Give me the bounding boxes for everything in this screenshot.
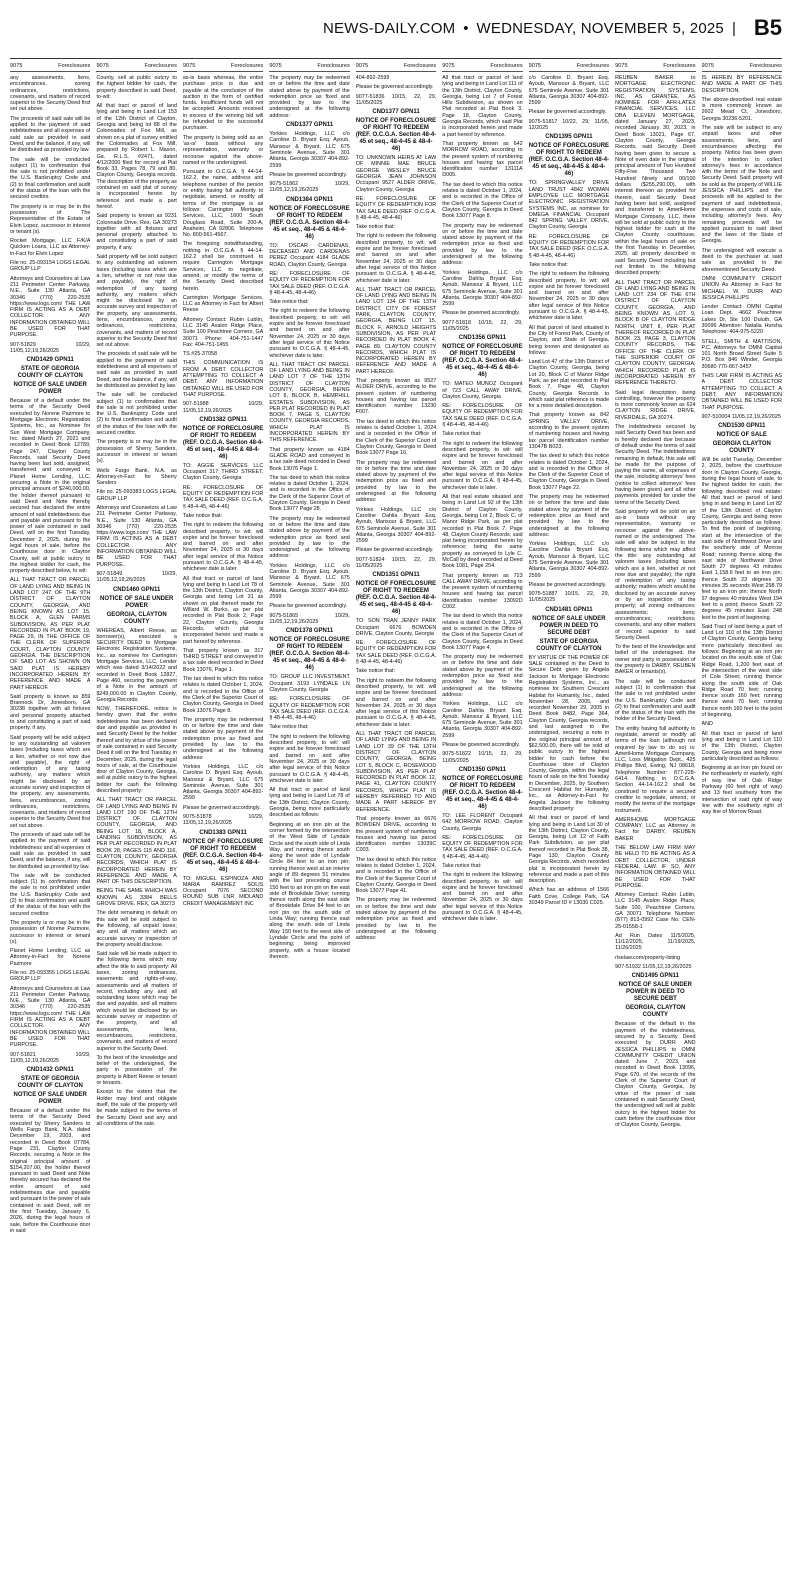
notice-paragraph: All that tract or parcel of land lying and being in Land Lot 110 of the 13th District, Clayton County, Georgia and being more particularly described as follows: (701, 730, 782, 762)
notice-paragraph: That property known as 842 SPRING VALLEY DRIVE, according to the present system of numbering houses and having tax parcel identification number 13047B B023. (528, 412, 610, 450)
notice-paragraph: The right to redeem the following described property, to wit: will expire and be forever foreclosed and barred on and after November 24, 2025 or 30 days after legal service of this Notice pursuant to O.C.G.A. § 48-4-45, whichever date is later. (269, 733, 350, 784)
notice-paragraph: as-is basis whereas, the entire purchase price is due and payable at the conclusion of the auction in the form of certified funds. Insufficient funds will not be accepted. Amounts received in excess of the winning bid will be refunded to the successful purchaser. (182, 75, 264, 132)
notice-title: NOTICE OF SALE UNDER POWER IN DEED TO SECURE DEBT (618, 982, 692, 1003)
notice-paragraph: All that parcel of land situated in the City of Forest Park, County of Clayton, and State of Georgia, being known and designated as follows: (528, 324, 610, 356)
notice-paragraph: Beginning at an iron pin found on the northeasterly or easterly, right of way line of Oak Ridge Parkway (60 feet right of way) and 13 feet southerly from the intersection of said right of way line with the southerly right of way line of Morrow Road. (701, 765, 782, 816)
notice-paragraph: Planet Home Lending, LLC as Attorney-in-Fact for Norene Pazmore (10, 948, 91, 967)
notice-paragraph: Attorney Contact: Rubin Lublin, LLC 3145 Avalon Ridge Place, Suite 100 Peachtree Corners, GA 30071 Phone: 404-751-1447 Fax: 404-751-1455 (182, 316, 264, 348)
notice-paragraph: The property may be redeemed on or before the time and date stated above by payment of the redemption price as fixed and provided by law to the undersigned at the following address: (182, 716, 264, 761)
column-category: Foreclosures (576, 63, 610, 69)
notice-paragraph: The right to redeem the following described property, to wit: will expire and be forever foreclosed and barred on and after November 24, 2025 or 30 days after legal service of this Notice pursuant to O.C.G.A. § 48-4-45, whichever date is later. (355, 677, 437, 728)
notice-paragraph: The property may be redeemed on or before the time and date stated above by payment of the redemption price as fixed and provided by law to the undersigned at the following address: (442, 222, 523, 267)
notice-paragraph: Beginning at an iron pin at the corner formed by the intersection of the West Side of Lyndale Circle and the south side of Linda Way, and running thence south along the west side of Lyndale Circle 84 feet to an iron pin; running thence west at an interior angle of 89 degrees 51 minutes with the last preceding course 150 feet to an iron pin on the east side of Brookdale Drive; running thence north along the east side of Brookdale Drive 84 feet to an iron pin on the south side of Linda Way; running thence east along the south side of Linda Way 150 feet to the west side of Lyndale Circle and the point of beginning; being improved property, with a house located thereon. (269, 821, 350, 960)
notice-paragraph: Said legal description being controlling, however the property is more commonly known as 624 CLAYTON RIDGE DRIVE, RIVERDALE, GA 30274. (615, 389, 696, 421)
notice-paragraph: TO: OSCAR CARDENAS, DECEASED AND CARDENAS PEREZ Occupant 4184 GLADE ROAD, Clayton County, Georgia (269, 242, 350, 268)
notice-paragraph: The sale will be conducted subject (1) to confirmation that the sale is not prohibited under the U.S. Bankruptcy Code and (2) to final confirmation and audit of the status of the loan with the secured creditor. (10, 156, 91, 201)
column-header (702, 62, 782, 72)
notice-paragraph: 9077-51824 10/15, 22, 29, 11/05/2025 (355, 556, 437, 569)
notice-paragraph: Take notice that: (442, 862, 482, 869)
notice-paragraph: That property known as 4184 GLADE ROAD and conveyed in a tax sale deed recorded in Deed Book 13076 Page 1. (269, 446, 350, 472)
notice-paragraph: OMNI COMMUNITY CREDIT UNION As Attorney in Fact for MICHAEL W. DURR AND JESSICA PHILLIPS (701, 275, 782, 301)
notice-paragraph: STELL, SMITH & MATTISON, P.C. Attorneys for OMNI Capital 101 North Broad Street Suite 5 P.O. Box 846 Winder, Georgia 30680 770-867-3457 (701, 338, 782, 370)
notice-code: CND1460 GPN11 (112, 586, 161, 593)
notice-paragraph: Because of a default under the terms of the Security Deed executed by Norene Pazmore to Mortgage Electronic Registration Systems, Inc., as Nominee for Sun West Mortgage Company, Inc. dated March 27, 2021 and recorded in Deed Book 12789, Page 247, Clayton County Records, said Security Deed having been last sold, assigned, transferred and conveyed to Planet Home Lending, LLC, securing a Note in the original principal amount of $240,000.00, the holder thereof pursuant to said Deed and Note thereby secured has declared the entire amount of said indebtedness due and payable and pursuant to the power of sale contained in said Deed, will on the first Tuesday, December 2, 2025, during the legal hours of sale, before the Courthouse door in Clayton County, sell at public outcry to the highest bidder for cash, the property described below, to wit: (10, 398, 91, 575)
notice-paragraph: Yorkies Holdings, LLC c/o Caroline D. Bryant Esq. Ayoub, Mansour & Bryant, LLC 675 Seminole Avenue, Suite 301 Atlanta, Georgia 30307 404-892-2599 (269, 562, 350, 601)
column-header (442, 62, 522, 72)
notice-paragraph: The right to redeem the following described property, to wit: will expire and be forever foreclosed and barred on and after November 24, 2025 or 30 days after legal service of this Notice pursuant to O.C.G.A. § 48-4-45, whichever date is later. (269, 308, 350, 359)
notice-paragraph: County, sell at public outcry to the highest bidder for cash, the property described in said Deed, to-wit: (96, 75, 177, 100)
notice-paragraph: Yorkies Holdings, LLC c/o Caroline Dahlia Bryant Esq. Ayoub, Mansour & Bryant, LLC 675 Seminole Avenue, Suite 301 Atlanta, Georgia 30307 404-892-2599 (442, 269, 523, 308)
notice-paragraph: The property may be redeemed on or before the time and date stated above by payment of the redemption price as fixed and provided by law to the undersigned at the following address: (269, 75, 350, 119)
notice-code: CND1429 GPN11 (26, 357, 74, 364)
notice-paragraph: Take notice that: (182, 512, 223, 519)
notice-paragraph: Take notice that: (355, 224, 396, 231)
column-code: 9075 (269, 63, 282, 69)
notice-paragraph: All that tract or parcel of land lying and being in Land Lot 153 of the 12th District of Clayton, Georgia and being lot 88 of the Colonnades of Fox Mill, as shown on a plat of survey entitled the Colonnades at Fox Mill, prepared by Robert L. Mason, Ga. R.L.S. #2471, dated 4/12/2000 filed for record at Plat Book 33, Pages 78, 79 and 80, Clayton County, Georgia records. The description of the property as contained on said plat of survey is incorporated herein by reference and made a part hereof. (96, 103, 177, 210)
notice-title: STATE OF GEORGIA COUNTY OF CLAYTON (17, 366, 83, 380)
notice-paragraph: Yorkies Holdings, LLC c/o Caroline Dahlia Bryant Esq. Ayoub, Mansour & Bryant, LLC 675 Seminole Avenue, Suite 301 Atlanta, Georgia 30307 404-892-2599 (355, 506, 437, 545)
notice-paragraph: 9075-51878 10/29, 11/05,12,19,26/2025 (182, 813, 264, 827)
notice-code: CND1350 GPN11 (458, 766, 507, 773)
column-category: Foreclosures (663, 63, 696, 69)
notice-column (96, 62, 176, 1574)
notice-paragraph: All that real estate situated and being in Land Lot 92 of the 13th District of Clayton County, Georgia, being Lot 2, Block C, of Manor Ridge Park, as per plat recorded in Plat Book 7, Page 48, Clayton County Records; said plat being incorporated herein by reference; being the same property as conveyed to Lyle C. McCall by deed recorded at Deed Book 1081, Page 254. (442, 494, 523, 570)
notice-column (615, 62, 695, 1574)
notice-paragraph: Pursuant to O.C.G.A. § 44-14-162.2, the name, address and telephone number of the person or entity having full authority to negotiate, amend, or modify all terms of the mortgage is as follows: Carrington Mortgage Services, LLC, 1600 South Douglass Road, Suite 200-A, Anaheim, CA 92806. Telephone No. 800-561-4567. (182, 169, 264, 239)
notice-column (183, 62, 263, 1574)
notice-paragraph: The property is or may be in the possession of Sherry Sanders, successor in interest or tenant (s). (96, 439, 177, 465)
column-header (96, 62, 176, 72)
notice-paragraph: The property may be redeemed on or before the time and date stated above by payment of the redemption price as fixed and provided by law to the undersigned at the following address: (442, 654, 523, 698)
notice-paragraph: BEING THE SAME WHICH WAS KNOWN AS 3384 BELLS GROVE DRIVE, REX, GA 30273 (96, 888, 177, 908)
notice-paragraph: Please be governed accordingly. (355, 84, 434, 91)
column-category: Foreclosures (490, 63, 523, 69)
notice-paragraph: Please be governed accordingly. (269, 171, 348, 178)
notice-paragraph: c/o Caroline D. Bryant Esq. Ayoub, Mansour & Bryant, LLC 675 Seminole Avenue, Suite 301 Atlanta, Georgia 30307 404-892-2599 (528, 75, 610, 107)
notice-paragraph: RE: FORECLOSURE OF EQUITY OF REDEMPTION FOR TAX SALE DEED (REF. O.C.G.A. § 48-4-45, 48-4-46) (355, 640, 437, 666)
notice-paragraph: The sale will be conducted subject (1) to confirmation that the sale is not prohibited under the U.S. Bankruptcy Code and (2) to final confirmation and audit of the status of the loan with the secured creditor. (96, 392, 177, 437)
notice-paragraph: Take notice that: (355, 668, 396, 675)
notice-paragraph: Attorneys and Counselors at Law 211 Perimeter Center Parkway, N.E., Suite 130 Atlanta, GA 30346 (770) 220-2535 https://www.logs.com/ THE LAW FIRM IS ACTING AS A DEBT COLLECTOR. ANY INFORMATION OBTAINED WILL BE USED FOR THAT PURPOSE. (10, 275, 91, 339)
notice-title: GEORGIA CLAYTON COUNTY (712, 441, 771, 455)
masthead-separator: • (463, 19, 469, 37)
notice-paragraph: ALL THAT TRACT OR PARCEL OF LAND LYING AND BEING IN LAND LOT 190 OF THE 12TH DISTRICT OF CLAYTON COUNTY, GEORGIA, AND BEING LOT 18, BLOCK A, LANDING SUBDIVISION, AS PER PLAT RECORDED IN PLAT BOOK 28, PAGES 115 AND 116, CLAYTON COUNTY, GEORGIA RECORDS, WHICH PLAT IS INCORPORATED HEREIN BY REFERENCE AND MADE A PART OF THIS DESCRIPTION. (96, 797, 177, 886)
notice-paragraph: The property may be redeemed on or before the time and date stated above by payment of the redemption price as fixed and provided by law to the undersigned at the following address: (355, 459, 437, 504)
notice-paragraph: Land Lot 47 of the 13th District of Clayton County, Georgia, being Lot 20, Block C of Manor Ridge Park, as per plat recorded in Plat Book 7, Page 48, Clayton County, Georgia Records to which said plat reference is made for a more detailed description. (528, 359, 610, 410)
column-category: Foreclosures (749, 63, 782, 69)
notice-code: CND1378 GPN11 (285, 628, 334, 635)
notice-title: STATE OF GEORGIA COUNTY OF CLAYTON (536, 638, 602, 652)
column-header (356, 62, 436, 72)
column-code: 9075 (10, 63, 23, 69)
notice-paragraph: Said sale will be made subject to the following items which may affect the title to said property: All taxes, zoning ordinances, easements and rights-of-way, assessments and all matters of record, including any and all outstanding taxes which may be due and payable, and all matters which would be disclosed by an accurate survey or inspection of the property, and all assessments, liens, encumbrances, restrictions, covenants, and matters of record superior to the Security Deed. (96, 951, 177, 1052)
notice-paragraph: TO: UNKNOWN HEIRS AT LAW OF MINNIE MAE BRUCE GEORGE WESLEY BRUCE GEORGIA JEAN JOHNSON Occupant 9527 ALDER DRIVE, Clayton County, Georgia (355, 155, 437, 193)
notice-paragraph: ALL THAT TRACT OR PARCEL OF LAND LYING AND BEING IN LAND LOT 134 OF THE 13TH DISTRICT, CITY OF FOREST PARK, CLAYTON COUNTY, GEORGIA, BEING LOT 15, BLOCK F, ARNOLD HEIGHTS SUBDIVISION, AS PER PLAT RECORDED IN PLAT BOOK 4, PAGE 89, CLAYTON COUNTY RECORDS, WHICH PLAT IS INCORPORATED HEREIN BY REFERENCE AND MADE A PART HEREOF. (355, 286, 437, 375)
notice-paragraph: Said property is known as 859 Brannock Dr, Jonesboro, GA 30238 together with all fixtures and personal property attached to and constituting a part of said property, if any. (10, 693, 91, 732)
notice-title: NOTICE OF FORECLOSURE OF RIGHT TO REDEEM (REF. O.C.G.A. Section 48-4-45 et seq., 48-4-45 & 48-4-46) (355, 581, 437, 616)
notice-title: NOTICE OF SALE UNDER POWER IN DEED TO SECURE DEBT (532, 615, 606, 636)
masthead (0, 0, 792, 56)
notice-paragraph: RE: FORECLOSURE OF EQUITY OF REDEMPTION FOR TAX SALE DEED (REF. O.C.G.A. § 48-4-45, 48-4-46) (442, 403, 523, 429)
notice-paragraph: To the best of the knowledge and belief of the undersigned, the party in possession of the property is Albert Reese or tenant or tenants. (96, 1054, 177, 1087)
column-code: 9075 (528, 63, 542, 69)
notice-paragraph: The property is or may be in the possession of The Representative of the Estate of Elvin Lopez, successor in interest or tenant (s). (10, 203, 91, 235)
column-header (269, 62, 349, 72)
notice-paragraph: ALL THAT TRACT OR PARCEL OF LAND LYING AND BEING IN LAND LOT 247 OF THE 9TH DISTRICT OF CLAYTON COUNTY, GEORGIA, AND BEING KNOWN AS LOT 15, BLOCK A, GLEN FARMS SUBDIVISION, AS PER PLAT RECORDED IN PLAT BOOK 19, PAGE 29, IN THE OFFICE OF THE CLERK OF SUPERIOR COURT, CLAYTON COUNTY, GEORGIA, THE DESCRIPTION OF SAID LOT AS SHOWN ON SAID PLAT IS HEREBY INCORPORATED HEREIN BY REFERENCE AND MADE A PART HEREOF. (10, 577, 91, 691)
notice-paragraph: Said Tract of land being a part of Land Lot 110 of the 13th District of Clayton County, Georgia being more particularly described as follows: Beginning at an iron pin located on the south side of Oak Ridge Road, 1,200 feet east of the intersection of the west side of Cole Street; running thence along the south side of Oak Ridge Road 70 feet; running thence south 160 feet; running thence west 70 feet; running thence north 160 feet to the point of beginning. (701, 623, 782, 719)
notice-paragraph: The debt remaining in default on this sale will be sold subject to the following, all unpaid taxes; any and all matters which an accurate survey or inspection of the property would disclose. (96, 910, 177, 948)
notice-code: CND1356 GPN11 (458, 335, 507, 342)
notice-paragraph: ALL THAT TRACT OR PARCEL OF LAND LYING AND BEING IN LAND LOT 7 OF THE 13TH DISTRICT OF CLAYTON COUNTY, GEORGIA, BEING LOT 8, BLOCK B, HEMPHILL ESTATES SUBDIVISION, AS PER PLAT RECORDED IN PLAT BOOK 7, PAGE 5, CLAYTON COUNTY, GEORGIA RECORDS, WHICH PLAT IS INCORPORATED HEREIN BY THIS REFERENCE. (269, 361, 350, 444)
notice-paragraph: The right to redeem the following described property, to wit: will expire and be forever foreclosed and barred on and after November 24, 2025 or 30 days after legal service of this Notice pursuant to O.C.G.A. § 48-4-45, whichever date is later. (442, 872, 523, 923)
notice-paragraph: Said property will be sold subject to any outstanding ad valorem taxes (including taxes which are a lien, whether or not now due and payable), the right of redemption of any taxing authority, any matters which might be disclosed by an accurate survey and inspection of the property, any assessments, liens, encumbrances, zoning ordinances, restrictions, covenants, and matters of record superior to the Security Deed first set out above. (10, 734, 91, 829)
notice-title: NOTICE OF FORECLOSURE OF RIGHT TO REDEEM (REF. O.C.G.A. Section 48-4-45 et seq., 48-4-45 & 48-4-46) (528, 143, 610, 178)
page-number: B5 (753, 15, 782, 40)
notice-paragraph: TO: GROUP LLC INVESTMENT Occupant 3193 LYNDALE LN Clayton County, Georgia (269, 674, 350, 693)
notice-paragraph: 907-510004 11/05,12,19,26/2025 (701, 413, 781, 420)
notice-paragraph: 404-892-2599 (355, 75, 390, 81)
notice-paragraph: AMERIHOME MORTGAGE COMPANY, LLC as Attorney in Fact for DARBY, REUBEN BAKER (615, 816, 696, 842)
notice-paragraph: THIS COMMUNICATION IS FROM A DEBT COLLECTOR ATTEMPTING TO COLLECT A DEBT. ANY INFORMATION OBTAINED WILL BE USED FOR THAT PURPOSE. (182, 360, 264, 398)
notice-paragraph: Wells Fargo Bank, N.A. as Attorney-in-Fact for Sherry Sanders (96, 467, 177, 487)
notice-paragraph: BY VIRTUE OF THE POWER OF SALE contained in the Deed to Secure Debt given by Angela Jackson to Mortgage Electronic Registration Systems, Inc., as nominee for Southern Crescent Habitat for Humanity, Inc., dated November 28, 2005, and recorded November 29, 2005 in Deed Book 8482, Page 364, Clayton County, Georgia records, and last assigned to the undersigned, securing a note in the original principal amount of $62,500.00, there will be sold at public outcry to the highest bidder for cash before the Courthouse door of Clayton County, Georgia, within the legal hours of sale on the first Tuesday in December, 2025, by Southern Crescent Habitat for Humanity, Inc., as Attorney-in-Fact for Angela Jackson the following described property: (528, 654, 610, 812)
column-category: Foreclosures (58, 63, 91, 69)
notice-paragraph: The sale will be conducted subject (1) to confirmation that the sale is not prohibited under the U.S. Bankruptcy Code and (2) to final confirmation and audit of the status of the loan with the secured creditor. (10, 872, 91, 917)
notice-paragraph: Yorkies Holdings, LLC c/o Caroline D. Bryant Esq. Ayoub, Mansour & Bryant, LLC 675 Seminole Avenue, Suite 301 Atlanta, Georgia 30307 404-892-2599 (269, 131, 350, 169)
notice-paragraph: The property may be redeemed on or before the time and date stated above by payment of the redemption price as fixed and provided by law to the undersigned at the following address: (528, 494, 610, 538)
notice-paragraph: File no. 25-093383 LOGS LEGAL GROUP LLP (96, 489, 177, 502)
notice-paragraph: Because of the default in the payment of the indebtedness, secured by a Security Deed executed by DURR AND JESSICA PHILLIPS to OMNI COMMUNITY CREDIT UNION dated June 7, 2023, and recorded in Deed Book 13096, Page 670, of the records of the Clerk of the Superior Court of Clayton County, Georgia, by virtue of the power of sale contained in said Security Deed, the undersigned will sell at public outcry to the highest bidder for cash before the courthouse door of Clayton County, Georgia. (615, 1021, 696, 1129)
notice-paragraph: 907-51988 10/29, 11/05,12,19,26/2025 (182, 401, 264, 414)
notice-paragraph: Please be governed accordingly. (442, 742, 521, 749)
notice-paragraph: The sale will be subject to any unpaid taxes and other assessments, liens, and encumbrances affecting the property. Notice has been given of the intention to collect attorney's fees in accordance with the terms of the Note and Security Deed. Said property will be sold as the property of WILLIE JESSICA PHILLIPS and the proceeds will be applied to the payment of said indebtedness, the expenses and costs of sale, including attorney's fees. Any remaining proceeds will be applied pursuant to said deed and the laws of the State of Georgia. (701, 125, 782, 245)
notice-paragraph: Take notice that: (528, 261, 568, 268)
notice-paragraph: File no. 25-093154 LOGS LEGAL GROUP LLP (10, 260, 91, 273)
column-code: 9075 (96, 63, 109, 69)
notice-paragraph: That property known as 723 CALL AWAY DRIVE, according to the present system of numbering houses and having tax parcel identification number 13092D C002. (442, 572, 523, 611)
notice-title: NOTICE OF SALE UNDER POWER (13, 1092, 87, 1106)
notice-paragraph: Except to the extent that the Holder may bind and obligate itself, the sale of the property will be made subject to the terms of the Security Deed and any and all conditions of the sale. (96, 1089, 177, 1127)
notice-paragraph: Yorkies Holdings, LLC c/o Caroline Dahlia Bryant Esq. Ayoub, Mansour & Bryant, LLC 675 Seminole Avenue, Suite 301 Atlanta, Georgia 30307 404-892-2599 (528, 541, 610, 579)
notice-paragraph: The property may be redeemed on or before the time and date stated above by payment of the redemption price as fixed and provided by law to the undersigned at the following address: (269, 515, 350, 560)
notice-paragraph: RE: FORECLOSURE OF EQUITY OF REDEMPTION FOR TAX SALE DEED (REF. O.C.G.A. § 48-4-45, 48-4-46) (269, 270, 350, 296)
notice-paragraph: The tax deed to which this notice relates is dated October 1, 2024, and is recorded in the Office of the Clerk of the Superior Court of Clayton County, Georgia in Deed Book 13077 Page 22. (528, 453, 610, 491)
notice-paragraph: All that tract or parcel of land lying and being in Land Lot 111 of the 13th District, Clayton County, Georgia, being Lot 7 of Forest Hills Subdivision, as shown on Plat recorded at Plat Book 3, Page 18, Clayton County, Georgia Records, which said Plat is incorporated herein and made a part hereof by reference. (442, 75, 523, 138)
notice-title: NOTICE OF FORECLOSURE OF RIGHT TO REDEEM (REF. O.C.G.A. Section 48-4-45 et seq., 48-4-45 & 48-4-46) (182, 425, 264, 460)
notice-paragraph: Carrington Mortgage Services, LLC as Attorney in Fact for Albert Reese (182, 294, 264, 314)
notice-title: NOTICE OF FORECLOSURE OF RIGHT TO REDEEM (REF. O.C.G.A. Section 48-4-45 et seq., 48-4-45 & 48-4-46) (355, 118, 437, 153)
notice-title: NOTICE OF SALE UNDER POWER (99, 595, 174, 609)
notice-paragraph: To the best of the knowledge and belief of the undersigned, the owner and party in possession of the property is DARBY, REUBEN BAKER or tenants(s). (615, 644, 696, 676)
notice-paragraph: TO: SPRINGVALLEY DRIVE LAND TRUST 4842 WOMAN EMPLOYEE LLC MORTGAGE ELECTRONIC REGISTRATION SYSTEMS INC, as nominee for OMEGA FINANCIAL Occupant 842 SPRING VALLEY DRIVE, Clayton County, Georgia (528, 180, 610, 231)
notice-paragraph: The tax deed to which this notice relates is dated October 1, 2024, and is recorded in the Office of the Clerk of the Superior Court of Clayton County, Georgia in Deed Book 13077 Page 28. (269, 474, 350, 513)
notice-paragraph: ALL THAT TRACT OR PARCEL OF LAND LYING AND BEING IN LAND LOT 39 OF THE 13TH DISTRICT OF CLAYTON COUNTY, GEORGIA, BEING LOT 5, BLOCK C, ROSEWOOD SUBDIVISION, AS PER PLAT RECORDED IN PLAT BOOK 12, PAGE 41, CLAYTON COUNTY RECORDS, WHICH PLAT IS HEREBY REFERRED TO AND MADE A PART HEREOF BY REFERENCE. (355, 731, 437, 813)
column-code: 9075 (701, 63, 714, 69)
column-category: Foreclosures (317, 63, 350, 69)
notice-paragraph: Said property is known as 9231 Colonnade Drive, Rex, GA 30273 together with all fixtures and personal property attached to and constituting a part of said property, if any. (96, 213, 177, 251)
notice-paragraph: 9075-51822 10/15, 22, 29, 11/05/2025 (442, 751, 523, 764)
notice-paragraph: Please be governed accordingly. (528, 581, 607, 588)
notice-paragraph: TS #25-37058 (182, 351, 218, 358)
notice-paragraph: THE BELOW LAW FIRM MAY BE HELD TO BE ACTING AS A DEBT COLLECTOR, UNDER FEDERAL LAW. IF SO, ANY INFORMATION OBTAINED WILL BE USED FOR THAT PURPOSE. (615, 845, 696, 889)
notice-paragraph: 9077-51818 10/15, 22, 29, 11/05/2025 (442, 319, 523, 332)
notice-paragraph: Lender Contact: OMNI Capital Loan Dept. 4662 Peachtree Lakes Dr, Ste 100 Duluth, GA 30096 Attention: Natalia Hursha Telephone: 404-975-5220 (701, 304, 782, 336)
notice-paragraph: The property is being sold as an 'as-is' basis without any representation, warranty or recourse against the above-named or the undersigned. (182, 134, 264, 166)
notice-paragraph: Yorkies Holdings, LLC c/o Caroline D. Bryant Esq. Ayoub, Mansour & Bryant, LLC 675 Seminole Avenue, Suite 301 Atlanta, Georgia 30307 404-892-2599 (182, 763, 264, 802)
notice-paragraph: The proceeds of said sale will be applied to the payment of said indebtedness and all expenses of said sale as provided in said Deed, and the balance, if any, will be distributed as provided by law. (10, 832, 91, 870)
notice-paragraph: Will be sold Tuesday, December 2, 2025, before the courthouse door in Clayton County, Georgia, during the legal hours of sale, to the highest bidder for cash, the following described real estate: All that tract or parcel of land lying in and being in Land Lot 82 of the 13th District of Clayton County, Georgia and being more particularly described as follows: To find the point of beginning, start at the intersection of the east side of Northwest Drive and the southerly side of Morrow Road; running thence along the east side of Northwest Drive South 27 degrees 43 minutes East 1,158.6 feet to an iron pin; thence South 23 degrees 30 minutes 35 seconds West 298.79 feet to an iron pin; thence North 67 degrees 40 minutes West 194 feet to a point; thence South 22 degrees 45 minutes East 248 feet to the point of beginning. (701, 457, 782, 621)
notice-paragraph: Take notice that: (269, 299, 309, 306)
notice-column (10, 62, 90, 1574)
notice-paragraph: RE: FORECLOSURE OF EQUITY OF REDEMPTION FOR TAX SALE DEED (REF. O.C.G.A. § 48-4-45, 48-4-46) (182, 484, 264, 510)
notice-paragraph: The sale will be conducted subject (1) to confirmation that the sale is not prohibited under the U.S. Bankruptcy Code and (2) to final confirmation and audit of the status of the loan with the holder of the Security Deed. (615, 678, 696, 723)
notice-paragraph: Attorneys and Counselors at Law 211 Perimeter Center Parkway, N.E., Suite 130 Atlanta, GA 30346 (770) 220-2535 https://www.logs.com/ THE LAW FIRM IS ACTING AS A DEBT COLLECTOR. ANY INFORMATION OBTAINED WILL BE USED FOR THAT PURPOSE. (10, 985, 91, 1049)
notice-paragraph: That property known as 6676 BOWDEN DRIVE, according to the present system of numbering houses and having tax parcel identification number 13039C C003. (355, 815, 437, 854)
notice-paragraph: REUBEN BAKER to MORTGAGE ELECTRONIC REGISTRATION SYSTEMS, INC. AS GRANTEE, AS NOMINEE FOR AFR-LATEX FINANCIAL SERVICES, LLC DBA ELEVEN MORTGAGE, dated January 27, 2023, recorded January 30, 2023, in Deed Book 13021, Page 67, Clayton County, Georgia Records, said Security Deed having been given to secure a Note of even date in the original principal amount of Two Hundred Fifty-Five Thousand Two Hundred Ninety and 00/100 dollars ($255,290.00), with interest thereon as provided for therein, said Security Deed having been last sold, assigned and transferred to AmeriHome Mortgage Company, LLC, there will be sold at public outcry to the highest bidder for cash at the Clayton County courthouse, within the legal hours of sale on the first Tuesday in December, 2025, all property described in said Security Deed including but not limited to the following described property: (615, 75, 696, 277)
notice-paragraph: ALL THAT TRACT OR PARCEL OF LAND LYING AND BEING IN LAND LOT 234 OF THE 6TH DISTRICT OF CLAYTON COUNTY, GEORGIA, AND BEING KNOWN AS LOT 9, BLOCK B OF CLAYTON RIDGE NORTH, UNIT II, PER PLAT THEREOF RECORDED IN PLAT BOOK 23, PAGE 3, CLAYTON COUNTY RECORDS, THE OFFICE OF THE CLERK OF THE SUPERIOR COURT OF CLAYTON COUNTY, GEORGIA, WHICH RECORDED PLAT IS INCORPORATED HEREIN BY REFERENCE THERETO. (615, 279, 696, 387)
notice-paragraph: That property known as 9527 ALDER DRIVE, according to the present system of numbering houses and having tax parcel identification number 13230 F007. (355, 377, 437, 416)
notice-code: CND1377 GPN11 (285, 122, 334, 129)
notice-paragraph: RE: FORECLOSURE OF EQUITY OF REDEMPTION FOR TAX SALE DEED (REF. O.C.G.A. § 48-4-45, 48-4-46) (442, 834, 523, 860)
column-code: 9075 (355, 63, 369, 69)
column-category: Foreclosures (144, 63, 177, 69)
column-header (529, 62, 609, 72)
notice-paragraph: any assessments, liens, encumbrances, zoning ordinances, restrictions, covenants, and matters of record superior to the Security Deed first set out above. (10, 75, 91, 113)
notice-paragraph: RE: FORECLOSURE OF EQUITY OF REDEMPTION FOR TAX SALE DEED (REF. O.C.G.A. § 48-4-45, 48-4-46) (528, 233, 610, 259)
column-header (10, 62, 90, 72)
notice-paragraph: The proceeds of said sale will be applied to the payment of said indebtedness and all expenses of said sale as provided in said Deed, and the balance, if any, will be distributed as provided by law. (10, 115, 91, 154)
notice-title: NOTICE OF FORECLOSURE OF RIGHT TO REDEEM (REF. O.C.G.A. Section 48-4-45 et seq., 48-4-45 & 48-4-46) (269, 205, 350, 240)
notice-paragraph: The foregoing notwithstanding, nothing in O.C.G.A. § 44-14-162.2 shall be construed to require Carrington Mortgage Services, LLC to negotiate, amend, or modify the terms of the Security Deed described herein. (182, 241, 264, 292)
notice-column (529, 62, 609, 1574)
notice-paragraph: TO: AGGIE SERVICES LLC Occupant 317 THIRD STREET, Clayton County, Georgia (182, 462, 264, 482)
notice-paragraph: That property known as 317 THIRD STREET and conveyed in a tax sale deed recorded in Deed Book 13076, Page 1. (182, 647, 264, 673)
notice-paragraph: The property is or may be in the possession of Norene Pazmore, successor in interest or tenant (s). (10, 919, 91, 945)
notice-paragraph: The property may be redeemed on or before the time and date stated above by payment of the redemption price as fixed and provided by law to the undersigned at the following address: (355, 897, 437, 942)
notice-paragraph: Please be governed accordingly. (355, 547, 434, 554)
column-code: 9075 (182, 63, 196, 69)
notice-title: NOTICE OF FORECLOSURE OF RIGHT TO REDEEM (REF. O.C.G.A. Section 48-4-45 et seq., 48-4-45 & 48-4-46) (269, 637, 350, 672)
notice-paragraph: Please be governed accordingly. (182, 804, 261, 811)
notice-paragraph: 9075-51817 10/22, 29, 11/05, 12/2025 (528, 118, 610, 132)
notice-paragraph: The tax deed to which this notice relates is dated October 1, 2024, and is recorded in the Office of the Clerk of the Superior Court of Clayton County, Georgia in Deed Book 13077 Page 8. (442, 181, 523, 220)
notice-title: NOTICE OF SALE UNDER POWER (13, 382, 87, 396)
masthead-rule (10, 58, 782, 59)
column-header (615, 62, 695, 72)
notice-paragraph: 9075-51887 10/15, 22, 29, 11/05/2025 (528, 591, 610, 604)
notice-paragraph: Yorkies Holdings, LLC c/o Caroline Dahlia Bryant Esq. Ayoub, Mansour & Bryant, LLC 675 Seminole Avenue, Suite 301 Atlanta, Georgia 30307 404-892-2599 (442, 701, 523, 739)
notice-paragraph: All that tract or parcel of land lying and being in Land Lot 30 of the 13th District, Clayton County, Georgia, being Lot 12 of Faith Park Subdivision, as per plat thereof recorded in Plat Book 38, Page 130, Clayton County Georgia Records, which recorded plat is incorporated herein by reference and made a part of this description. (528, 815, 610, 885)
notice-paragraph: Attorneys and Counselors at Law 211 Perimeter Center Parkway, N.E., Suite 130 Atlanta, GA 30346 (770) 220-2535 https://www.logs.com/ THE LAW FIRM IS ACTING AS A DEBT COLLECTOR. ANY INFORMATION OBTAINED WILL BE USED FOR THAT PURPOSE. (96, 505, 177, 568)
notice-column (356, 62, 436, 1574)
notice-paragraph: Rocket Mortgage, LLC F/K/A Quicken Loans, LLC as Attorney-in-Fact for Elvin Lopez (10, 238, 91, 257)
notice-paragraph: The above-described real estate is more commonly known as 2602 Mead Ct, Jonesboro, Georgia 30236-5201. (701, 96, 782, 122)
notice-paragraph: The tax deed to which this notice relates is dated October 1, 2024, and is recorded in the Office of the Clerk of the Superior Court of Clayton County, Georgia in Deed Book 13077 Page 41. (355, 856, 437, 895)
notice-paragraph: 9075-51862 10/29, 11/05,12,19,26/2025 (269, 181, 350, 194)
notice-title: NOTICE OF SALE (716, 432, 767, 439)
notice-paragraph: The undersigned will execute a deed to the purchaser at said sale as provided in the aforementioned Security Deed. (701, 247, 782, 273)
notice-paragraph: Please be governed accordingly. (528, 109, 607, 116)
notice-paragraph: The right to redeem the following described property, to wit: will expire and be forever foreclosed and barred on and after November 24, 2025 or 30 days after legal service of this Notice pursuant to O.C.G.A. § 48-4-45, whichever date is later. (182, 522, 264, 573)
notice-paragraph: rlselaw.com/property-listing (615, 954, 681, 961)
notice-code: CND1495 GPN11 (631, 973, 679, 980)
notice-paragraph: TO: LEE FLORENT Occupant 642 MORROW ROAD, Clayton County, Georgia (442, 812, 523, 832)
notice-column (702, 62, 782, 1574)
notice-title: STATE OF GEORGIA COUNTY OF CLAYTON (17, 1076, 83, 1090)
notice-paragraph: The entity having full authority to negotiate, amend or modify all terms of the loan (although not required by law to do so) is: AmeriHome Mortgage Company, LLC, Loss Mitigation Dept., 425 Phillips Blvd, Ewing, NJ 08618, Telephone Number: 877-228-6414. Nothing in O.C.G.A. Section 44-14-162.2 shall be construed to require a secured creditor to negotiate, amend, or modify the terms of the mortgage instrument. (615, 725, 696, 814)
notice-code: CND1382 GPN11 (199, 416, 247, 423)
notice-paragraph: The right to redeem the following described property, to wit: will expire and be forever foreclosed and barred on and after November 24, 2025 or 30 days after legal service of this Notice pursuant to O.C.G.A. § 48-4-45, whichever date is later. (442, 440, 523, 491)
notice-paragraph: THIS LAW FIRM IS ACTING AS A DEBT COLLECTOR ATTEMPTING TO COLLECT A DEBT. ANY INFORMATION OBTAINED WILL BE USED FOR THAT PURPOSE. (701, 373, 782, 411)
notice-paragraph: All that tract or parcel of land lying and being in Land Lot 78 of the 13th District, Clayton County, Georgia and being Lot 31 as shown on plat thereof made for Willard W. Burks, as per plat recorded in Plat Book 2, Page 22, Clayton County, Georgia Records, which plat is incorporated herein and made a part hereof by reference. (182, 575, 264, 645)
notice-paragraph: Attorney Contact: Rubin Lublin, LLC 3145 Avalon Ridge Place, Suite 100, Peachtree Corners, GA 30071 Telephone Number: (877) 813-0992 Case No. CEN-25-01558-1 (615, 892, 696, 930)
notice-paragraph: 907-51932 11/05,12,19,26/2025 (615, 964, 692, 971)
classified-columns (10, 62, 782, 1574)
notice-paragraph: TO: MIGUEL ESPINOZA AND MARIA RAMIREZ SOLIS Occupant 7076 SECOND ROUND SUB LNR MIDLAND CREDIT MANAGEMENT INC (182, 875, 264, 907)
notice-paragraph: NOW, THEREFORE, notice is hereby given that the entire indebtedness has been declared due and payable as provided in said Security Deed by the holder thereof and by virtue of the power of sale contained in said Security Deed it will on the first Tuesday in December, 2025, during the legal hours of sale, at the Courthouse door of Clayton County, Georgia, sell at public outcry to the highest bidder for cash the following described property: (96, 706, 177, 794)
column-category: Foreclosures (403, 63, 437, 69)
notice-code: CND1384 GPN11 (285, 196, 334, 203)
notice-paragraph: All that tract or parcel of land lying and being in Land Lot 78 of the 13th District, Clayton County, Georgia, being more particularly described as follows: (269, 787, 350, 819)
notice-title: GEORGIA, CLAYTON COUNTY (106, 611, 167, 625)
notice-paragraph: The proceeds of said sale will be applied to the payment of said indebtedness and all expenses of said sale as provided in said Deed, and the balance, if any, will be distributed as provided by law. (96, 351, 177, 389)
masthead-separator: | (731, 19, 736, 37)
notice-code: CND1481 GPN11 (545, 606, 593, 613)
notice-paragraph: 907-51829 10/29, 11/05,12,19,26/2025 (10, 341, 91, 354)
notice-paragraph: 907-51821 10/29, 11/05,12,19,26/2025 (10, 1051, 91, 1064)
column-category: Foreclosures (230, 63, 264, 69)
notice-code: CND1395 GPN11 (545, 134, 593, 141)
notice-title: NOTICE OF FORECLOSURE OF RIGHT TO REDEEM (REF. O.C.G.A. Section 48-4-45 et seq., 48-4-45 & 48-4-46) (182, 838, 264, 873)
notice-title: NOTICE OF FORECLOSURE OF RIGHT TO REDEEM (REF. O.C.G.A. Section 48-4-45 et seq., 48-4-45 & 48-4-46) (442, 775, 523, 810)
notice-code: CND1530 GPN11 (718, 423, 766, 430)
notice-paragraph: File no. 25-093355 LOGS LEGAL GROUP LLP (10, 970, 91, 983)
notice-paragraph: The tax deed to which this notice relates is dated October 1, 2024, and is recorded in the Office of the Clerk of the Superior Court of Clayton County, Georgia in Deed Book 13077 Page 4. (442, 613, 523, 651)
notice-paragraph: The right to redeem the following described property, to wit: will expire and be forever foreclosed and barred on and after November 24, 2025 or 30 days after legal service of this Notice pursuant to O.C.G.A. § 48-4-45, whichever date is later. (355, 233, 437, 284)
notice-paragraph: Which has an address of 1566 Faith Cove, College Park, GA 30349 Parcel ID # 13030 C025. (528, 887, 610, 907)
notice-paragraph: TO: MATEO MUNOZ Occupant of 723 CALL AWAY DRIVE, Clayton County, Georgia (442, 381, 523, 400)
notice-paragraph: AND (701, 721, 713, 728)
notice-paragraph: 907-51849 10/29, 11/05,12,19,26/2025 (96, 570, 177, 584)
column-header (183, 62, 263, 72)
notice-code: CND1351 GPN11 (372, 572, 420, 579)
notice-paragraph: 9075-51865 10/29, 11/05,12,19,26/2025 (269, 612, 350, 626)
notice-paragraph: Please be governed accordingly. (442, 310, 521, 317)
notice-paragraph: 9077-51836 10/15, 22, 29, 11/05/2025 (355, 93, 437, 106)
column-code: 9075 (442, 63, 455, 69)
publication-date: WEDNESDAY, NOVEMBER 5, 2025 (476, 19, 724, 37)
notice-title: NOTICE OF FORECLOSURE OF RIGHT TO REDEEM (REF. O.C.G.A. Section 48-4-45 et seq., 48-4-45 & 48-4-46) (442, 344, 523, 379)
notice-paragraph: RE: FORECLOSURE OF EQUITY OF REDEMPTION FOR TAX SALE DEED (REF. O.C.G.A. § 48-4-45, 48-4-46) (269, 696, 350, 722)
notice-paragraph: Please be governed accordingly. (269, 603, 348, 610)
notice-title: GEORGIA, CLAYTON COUNTY (625, 1005, 686, 1019)
notice-paragraph: The tax deed to which this notice relates is dated October 1, 2024, and is recorded in the Office of the Clerk of the Superior Court of Clayton County, Georgia in Deed Book 13076 Page 8. (182, 676, 264, 714)
notice-code: CND1383 GPN11 (199, 829, 247, 836)
notice-code: CND1377 GPN11 (372, 109, 420, 116)
column-code: 9075 (615, 63, 628, 69)
notice-paragraph: The right to redeem the following described property, to wit: will expire and be forever foreclosed and barred on and after November 24, 2025 or 30 days after legal service of this Notice pursuant to O.C.G.A. § 48-4-45, whichever date is later. (528, 271, 610, 322)
notice-paragraph: WHEREAS, Albert Reese, as borrower(s), executed a SECURITY DEED to Mortgage Electronic Registration Systems, Inc., as nominee for Carrington Mortgage Services, LLC, Lender which was dated 3/14/2022 and recorded in Deed Book 12827, Page 460, securing the payment of a Note in the amount of $249,000.00 in Clayton County, Georgia Records; (96, 627, 177, 703)
notice-paragraph: Said property will be sold subject to any outstanding ad valorem taxes (including taxes which are a lien, whether or not now due and payable), the right of redemption of any taxing authority, any matters which might be disclosed by an accurate survey and inspection of the property, any assessments, liens, encumbrances, zoning ordinances, restrictions, covenants, and matters of record superior to the Security Deed first set out above. (96, 254, 177, 349)
notice-paragraph: The tax deed to which this notice relates is dated October 1, 2024 and is recorded in the Office of the Clerk of the Superior Court of Clayton County, Georgia in Deed Book 13077 Page 16. (355, 418, 437, 457)
notice-paragraph: The indebtedness secured by said Security Deed has been and is hereby declared due because of default under the terms of said Security Deed. The indebtedness remaining in default, this sale will be made for the purpose of paying the same, all expenses of the sale, including attorneys' fees (notice to collect attorneys' fees having been given) and all other payments provided for under the terms of the Security Deed. (615, 424, 696, 506)
notice-paragraph: Because of a default under the terms of the Security Deed executed by Sherry Sanders to Wells Fargo Bank, N.A. dated December 19, 2003, and recorded in Deed Book 07784, Page 231, Clayton County Records, securing a Note in the original principal amount of $154,207.00, the holder thereof pursuant to said Deed and Note thereby secured has declared the entire amount of said indebtedness due and payable and pursuant to the power of sale contained in said Deed, will on the first Tuesday, January 6, 2026, during the legal hours of sale, before the Courthouse door in said (10, 1108, 91, 1234)
notice-paragraph: Take notice that: (269, 724, 309, 731)
notice-paragraph: RE: FORECLOSURE OF EQUITY OF REDEMPTION FOR TAX SALE DEED (REF. O.C.G.A. § 48-4-45, 48-4-46) (355, 195, 437, 221)
notice-paragraph: IS HEREIN BY REFERENCE AND MADE A PART OF THIS DESCRIPTION. (701, 75, 782, 94)
notice-column (442, 62, 522, 1574)
notice-code: CND1432 GPN11 (26, 1067, 74, 1074)
notice-paragraph: That property known as 642 MORROW ROAD, according to the present system of numbering houses and having tax parcel identification number 13111A D005. (442, 140, 523, 179)
notice-paragraph: Ad Run Dates 11/5/2025, 11/12/2025, 11/19/2025, 11/26/2025 (615, 932, 696, 952)
notice-column (269, 62, 349, 1574)
notice-paragraph: Take notice that: (442, 431, 482, 438)
notice-paragraph: Said property will be sold on an as-is basis without any representation, warranty or recourse against the above-named or the undersigned. The sale will also be subject to the following items which may affect the title: any outstanding ad valorem taxes (including taxes which are a lien, whether or not now due and payable); the right of redemption of any taxing authority; matters which would be disclosed by an accurate survey or by an inspection of the property; all zoning ordinances; assessments; liens; encumbrances; restrictions; covenants, and any other matters of record superior to said Security Deed. (615, 508, 696, 641)
notice-paragraph: TO: SON TRAN JENNY PARK Occupant 6676 BOWDEN DRIVE, Clayton County, Georgia (355, 618, 437, 637)
site-name: NEWS-DAILY.COM (323, 19, 456, 37)
